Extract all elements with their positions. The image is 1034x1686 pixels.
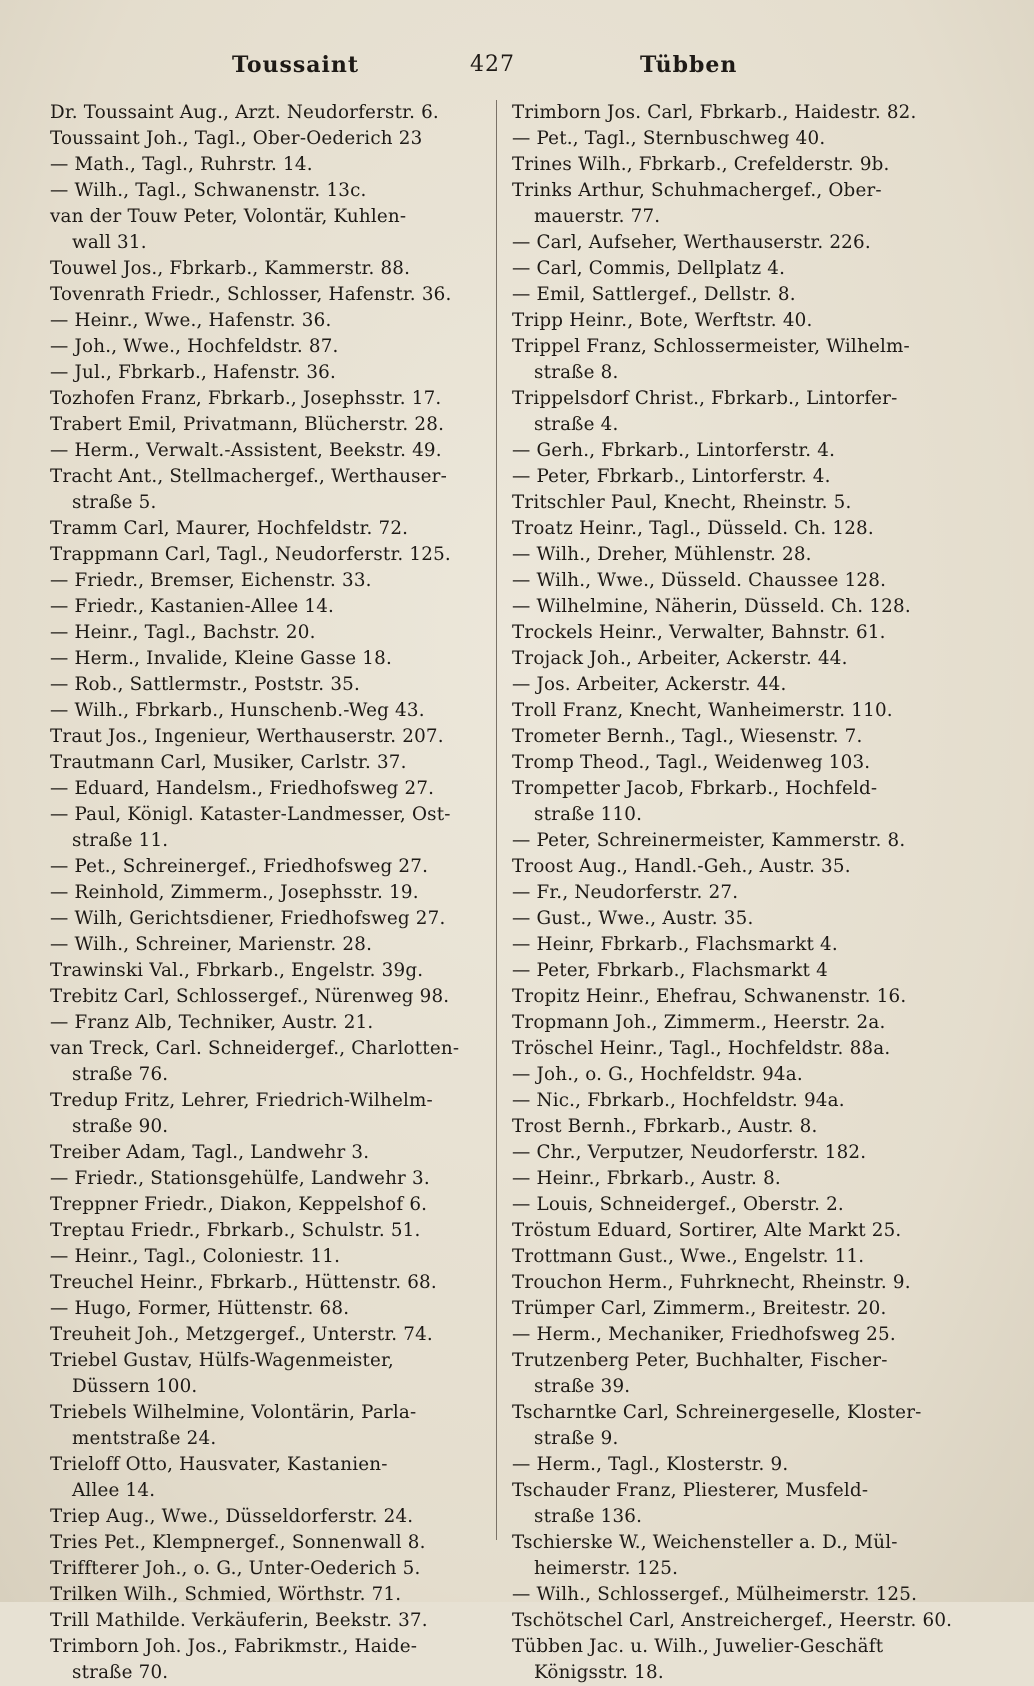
directory-entry [512,230,970,256]
directory-entry [50,282,492,308]
directory-entry [50,1218,492,1244]
entry-text: Trabert Emil, Privatmann, Blücherstr. 28. [50,414,445,435]
directory-entry [512,906,970,932]
directory-entry [512,1140,970,1166]
directory-entry [50,256,492,282]
directory-entry [50,1010,492,1036]
directory-entry [512,308,970,334]
entry-text: — Nic., Fbrkarb., Hochfeldstr. 94a. [512,1090,845,1111]
entry-text: Treuheit Joh., Metzgergef., Unterstr. 74. [50,1324,433,1345]
directory-entry [50,1400,492,1452]
entry-text: Troost Aug., Handl.-Geh., Austr. 35. [512,856,851,877]
entry-continuation: straße 110. [534,804,643,825]
directory-entry [512,1010,970,1036]
entry-text: Trojack Joh., Arbeiter, Ackerstr. 44. [512,648,848,669]
directory-entry [512,1530,970,1582]
entry-text: Tramm Carl, Maurer, Hochfeldstr. 72. [50,518,409,539]
directory-entry [50,386,492,412]
entry-text: — Peter, Schreinermeister, Kammerstr. 8. [512,830,906,851]
directory-entry [50,1140,492,1166]
directory-entry [512,854,970,880]
directory-entry [512,1062,970,1088]
entry-text: Traut Jos., Ingenieur, Werthauserstr. 207. [50,726,444,747]
entry-text: Trometer Bernh., Tagl., Wiesenstr. 7. [512,726,863,747]
entry-text: — Friedr., Bremser, Eichenstr. 33. [50,570,372,591]
entry-text: Trockels Heinr., Verwalter, Bahnstr. 61. [512,622,886,643]
entry-text: Trimborn Joh. Jos., Fabrikmstr., Haide- [50,1636,418,1657]
entry-text: Trines Wilh., Fbrkarb., Crefelderstr. 9b. [512,154,890,175]
entry-text: Tovenrath Friedr., Schlosser, Hafenstr. 36. [50,284,452,305]
entry-text: van der Touw Peter, Volontär, Kuhlen- [50,206,407,227]
entry-text: Toussaint Joh., Tagl., Ober-Oederich 23 [50,128,423,149]
directory-entry [512,1088,970,1114]
entry-text: — Jos. Arbeiter, Ackerstr. 44. [512,674,787,695]
entry-text: Troll Franz, Knecht, Wanheimerstr. 110. [512,700,893,721]
directory-entry [512,386,970,438]
directory-entry [512,594,970,620]
entry-text: — Wilh., Schreiner, Marienstr. 28. [50,934,373,955]
header-left-keyword: Toussaint [232,52,360,78]
directory-entry [512,958,970,984]
entry-text: — Wilhelmine, Näherin, Düsseld. Ch. 128. [512,596,911,617]
directory-entry [50,360,492,386]
entry-text: — Reinhold, Zimmerm., Josephsstr. 19. [50,882,419,903]
entry-continuation: mentstraße 24. [72,1428,217,1449]
entry-text: — Math., Tagl., Ruhrstr. 14. [50,154,313,175]
directory-entry [50,698,492,724]
entry-text: — Friedr., Kastanien-Allee 14. [50,596,335,617]
entry-text: — Herm., Verwalt.-Assistent, Beekstr. 49. [50,440,442,461]
directory-entry [512,1582,970,1608]
directory-entry [50,1270,492,1296]
entry-text: — Peter, Fbrkarb., Lintorferstr. 4. [512,466,831,487]
entry-text: — Eduard, Handelsm., Friedhofsweg 27. [50,778,435,799]
entry-text: Tropitz Heinr., Ehefrau, Schwanenstr. 16. [512,986,907,1007]
entry-text: — Jul., Fbrkarb., Hafenstr. 36. [50,362,337,383]
directory-entry [50,854,492,880]
directory-entry [50,958,492,984]
header-right-keyword: Tübben [640,52,738,78]
directory-entry [512,750,970,776]
directory-entry [50,1296,492,1322]
directory-entry [50,672,492,698]
directory-entry [50,776,492,802]
entry-text: Tritschler Paul, Knecht, Rheinstr. 5. [512,492,852,513]
entry-text: — Carl, Aufseher, Werthauserstr. 226. [512,232,871,253]
entry-text: Trawinski Val., Fbrkarb., Engelstr. 39g. [50,960,424,981]
entry-text: — Joh., o. G., Hochfeldstr. 94a. [512,1064,803,1085]
directory-entry [50,568,492,594]
entry-text: — Heinr., Wwe., Hafenstr. 36. [50,310,332,331]
entry-text: Tröstum Eduard, Sortirer, Alte Markt 25. [512,1220,902,1241]
directory-entry [50,516,492,542]
entry-text: Treppner Friedr., Diakon, Keppelshof 6. [50,1194,428,1215]
entry-text: — Pet., Tagl., Sternbuschweg 40. [512,128,826,149]
entry-text: Triebels Wilhelmine, Volontärin, Parla- [50,1402,417,1423]
entry-text: Trompetter Jacob, Fbrkarb., Hochfeld- [512,778,878,799]
directory-entry [512,1400,970,1452]
directory-entry [512,828,970,854]
directory-entry [50,1504,492,1530]
directory-entry [50,1608,492,1634]
entry-text: Trill Mathilde. Verkäuferin, Beekstr. 37. [50,1610,428,1631]
directory-entry [512,1452,970,1478]
directory-entry [512,932,970,958]
entry-text: Trautmann Carl, Musiker, Carlstr. 37. [50,752,407,773]
entry-text: — Emil, Sattlergef., Dellstr. 8. [512,284,796,305]
entry-text: Trappmann Carl, Tagl., Neudorferstr. 125. [50,544,451,565]
directory-entry [512,256,970,282]
directory-entry [50,126,492,152]
entry-continuation: straße 136. [534,1506,643,1527]
directory-entry [512,126,970,152]
entry-continuation: Düssern 100. [72,1376,198,1397]
directory-entry [512,464,970,490]
directory-entry [512,1166,970,1192]
entry-text: — Louis, Schneidergef., Oberstr. 2. [512,1194,844,1215]
entry-text: Trutzenberg Peter, Buchhalter, Fischer- [512,1350,888,1371]
entry-text: Trebitz Carl, Schlossergef., Nürenweg 98. [50,986,450,1007]
directory-entry [512,984,970,1010]
entry-continuation: Königsstr. 18. [534,1662,664,1683]
entry-text: Triep Aug., Wwe., Düsseldorferstr. 24. [50,1506,414,1527]
directory-entry [50,620,492,646]
entry-continuation: heimerstr. 125. [534,1558,679,1579]
entry-text: — Gerh., Fbrkarb., Lintorferstr. 4. [512,440,836,461]
directory-entry [512,672,970,698]
directory-entry [50,724,492,750]
entry-text: Troatz Heinr., Tagl., Düsseld. Ch. 128. [512,518,874,539]
entry-continuation: straße 90. [72,1116,169,1137]
entry-continuation: wall 31. [72,232,147,253]
directory-entry [50,906,492,932]
entry-text: — Paul, Königl. Kataster-Landmesser, Ost- [50,804,451,825]
directory-entry [50,1322,492,1348]
entry-text: Triebel Gustav, Hülfs-Wagenmeister, [50,1350,394,1371]
directory-entry [512,1218,970,1244]
entry-text: — Wilh., Fbrkarb., Hunschenb.-Weg 43. [50,700,425,721]
entry-text: Tromp Theod., Tagl., Weidenweg 103. [512,752,871,773]
entry-continuation: straße 11. [72,830,169,851]
entry-text: — Fr., Neudorferstr. 27. [512,882,739,903]
entry-text: Tschötschel Carl, Anstreichergef., Heerstr. 60. [512,1610,953,1631]
directory-entry [512,568,970,594]
directory-entry [50,932,492,958]
entry-text: Treiber Adam, Tagl., Landwehr 3. [50,1142,370,1163]
directory-entry [512,282,970,308]
directory-entry [512,542,970,568]
directory-entry [50,594,492,620]
directory-entry [512,1478,970,1530]
directory-entry [50,542,492,568]
entry-continuation: straße 5. [72,492,157,513]
directory-entry [50,880,492,906]
entry-text: Triffterer Joh., o. G., Unter-Oederich 5. [50,1558,421,1579]
directory-entry [50,334,492,360]
entry-text: Tripp Heinr., Bote, Werftstr. 40. [512,310,813,331]
entry-text: — Heinr., Tagl., Coloniestr. 11. [50,1246,341,1267]
entry-text: Tredup Fritz, Lehrer, Friedrich-Wilhelm- [50,1090,433,1111]
directory-entry [50,178,492,204]
directory-entry [50,646,492,672]
directory-entry [50,984,492,1010]
directory-entry [50,1634,492,1686]
column-divider [496,100,497,1540]
directory-entry [512,1322,970,1348]
entry-text: Tozhofen Franz, Fbrkarb., Josephsstr. 17. [50,388,442,409]
directory-entry [50,464,492,516]
entry-text: Trümper Carl, Zimmerm., Breitestr. 20. [512,1298,887,1319]
entry-text: — Wilh., Dreher, Mühlenstr. 28. [512,544,812,565]
directory-entry [512,1270,970,1296]
entry-text: — Peter, Fbrkarb., Flachsmarkt 4 [512,960,828,981]
directory-entry [512,620,970,646]
entry-continuation: straße 4. [534,414,619,435]
directory-entry [512,1608,970,1634]
left-column [50,100,492,1686]
entry-text: Tschauder Franz, Pliesterer, Musfeld- [512,1480,869,1501]
right-column [512,100,970,1686]
entry-text: Trimborn Jos. Carl, Fbrkarb., Haidestr. 82. [512,102,917,123]
entry-text: — Hugo, Former, Hüttenstr. 68. [50,1298,350,1319]
entry-text: Trouchon Herm., Fuhrknecht, Rheinstr. 9. [512,1272,911,1293]
directory-entry [50,1192,492,1218]
entry-text: — Heinr., Tagl., Bachstr. 20. [50,622,316,643]
entry-text: — Heinr, Fbrkarb., Flachsmarkt 4. [512,934,838,955]
directory-entry [50,750,492,776]
entry-text: — Wilh., Tagl., Schwanenstr. 13c. [50,180,367,201]
directory-entry [512,334,970,386]
directory-entry [50,1166,492,1192]
entry-text: — Carl, Commis, Dellplatz 4. [512,258,786,279]
entry-continuation: straße 8. [534,362,619,383]
entry-text: Trippelsdorf Christ., Fbrkarb., Lintorfer- [512,388,898,409]
directory-entry [50,1244,492,1270]
directory-entry [50,1556,492,1582]
directory-entry [50,1530,492,1556]
entry-text: — Joh., Wwe., Hochfeldstr. 87. [50,336,339,357]
entry-text: Treptau Friedr., Fbrkarb., Schulstr. 51. [50,1220,421,1241]
entry-text: Dr. Toussaint Aug., Arzt. Neudorferstr. 6. [50,102,439,123]
entry-text: — Herm., Mechaniker, Friedhofsweg 25. [512,1324,896,1345]
entry-text: van Treck, Carl. Schneidergef., Charlotten- [50,1038,460,1059]
directory-entry [512,1036,970,1062]
directory-entry [512,646,970,672]
directory-entry [50,1036,492,1088]
entry-text: — Wilh., Wwe., Düsseld. Chaussee 128. [512,570,887,591]
directory-entry [512,152,970,178]
entry-text: Trost Bernh., Fbrkarb., Austr. 8. [512,1116,818,1137]
entry-text: Touwel Jos., Fbrkarb., Kammerstr. 88. [50,258,411,279]
page-number: 427 [470,52,515,77]
entry-text: Tracht Ant., Stellmachergef., Werthauser- [50,466,447,487]
entry-text: Tropmann Joh., Zimmerm., Heerstr. 2a. [512,1012,886,1033]
directory-entry [512,1348,970,1400]
directory-entry [512,724,970,750]
directory-entry [50,1452,492,1504]
page-header [0,52,1034,82]
entry-text: — Pet., Schreinergef., Friedhofsweg 27. [50,856,429,877]
entry-text: Tscharntke Carl, Schreinergeselle, Kloster- [512,1402,922,1423]
directory-entry [512,1114,970,1140]
directory-entry [50,438,492,464]
directory-entry [512,490,970,516]
directory-entry [50,204,492,256]
directory-entry [512,100,970,126]
entry-text: Trippel Franz, Schlossermeister, Wilhelm- [512,336,910,357]
entry-text: — Chr., Verputzer, Neudorferstr. 182. [512,1142,867,1163]
directory-entry [50,1348,492,1400]
entry-text: Tschierske W., Weichensteller a. D., Mül- [512,1532,898,1553]
entry-continuation: straße 39. [534,1376,631,1397]
directory-entry [50,1088,492,1140]
directory-entry [512,880,970,906]
directory-entry [512,1296,970,1322]
entry-text: — Rob., Sattlermstr., Poststr. 35. [50,674,360,695]
entry-text: — Franz Alb, Techniker, Austr. 21. [50,1012,374,1033]
entry-text: Trottmann Gust., Wwe., Engelstr. 11. [512,1246,865,1267]
entry-text: — Wilh, Gerichtsdiener, Friedhofsweg 27. [50,908,446,929]
entry-text: — Friedr., Stationsgehülfe, Landwehr 3. [50,1168,430,1189]
entry-text: — Herm., Invalide, Kleine Gasse 18. [50,648,392,669]
entry-text: Tübben Jac. u. Wilh., Juwelier-Geschäft [512,1636,884,1657]
entry-continuation: straße 76. [72,1064,169,1085]
directory-entry [50,802,492,854]
directory-entry [512,1244,970,1270]
entry-text: Tries Pet., Klempnergef., Sonnenwall 8. [50,1532,426,1553]
directory-entry [50,1582,492,1608]
directory-entry [512,698,970,724]
directory-entry [512,178,970,230]
entry-continuation: mauerstr. 77. [534,206,661,227]
directory-entry [50,152,492,178]
directory-entry [50,412,492,438]
entry-text: Trieloff Otto, Hausvater, Kastanien- [50,1454,388,1475]
directory-entry [512,776,970,828]
entry-continuation: straße 9. [534,1428,619,1449]
entry-text: Trinks Arthur, Schuhmachergef., Ober- [512,180,882,201]
entry-text: — Wilh., Schlossergef., Mülheimerstr. 125. [512,1584,918,1605]
directory-entry [50,100,492,126]
entry-continuation: Allee 14. [72,1480,156,1501]
entry-text: Trilken Wilh., Schmied, Wörthstr. 71. [50,1584,402,1605]
directory-entry [512,438,970,464]
entry-text: — Heinr., Fbrkarb., Austr. 8. [512,1168,781,1189]
entry-text: — Gust., Wwe., Austr. 35. [512,908,754,929]
entry-text: Tröschel Heinr., Tagl., Hochfeldstr. 88a. [512,1038,891,1059]
directory-entry [50,308,492,334]
directory-entry [512,1634,970,1686]
entry-text: — Herm., Tagl., Klosterstr. 9. [512,1454,789,1475]
entry-continuation: straße 70. [72,1662,169,1683]
directory-entry [512,1192,970,1218]
entry-text: Treuchel Heinr., Fbrkarb., Hüttenstr. 68. [50,1272,437,1293]
directory-entry [512,516,970,542]
